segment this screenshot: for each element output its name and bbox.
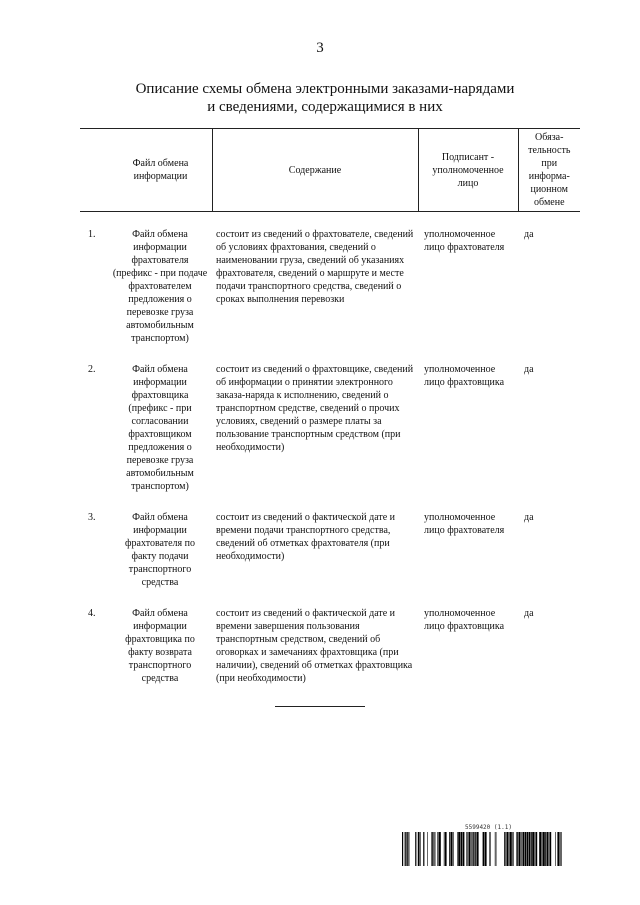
header-mandatory-label: Обяза-тельность при информа-ционном обмене <box>528 132 571 208</box>
row-number: 1. <box>88 229 96 240</box>
end-divider <box>275 706 365 707</box>
page-number: 3 <box>316 40 324 56</box>
header-file <box>80 129 212 212</box>
row-signer: уполномоченное лицо фрахтователя <box>424 512 505 536</box>
table-row <box>80 363 580 511</box>
row-mandatory: да <box>524 364 534 375</box>
barcode-icon <box>402 832 562 866</box>
row-file: Файл обмена информации фрахтовщика (префикс - при согласовании фрахтовщиком предложения о перевозке груза автомобильным транспортом) <box>126 364 194 492</box>
row-content: состоит из сведений о фрахтовщике, сведений об информации о принятии электронного заказа-наряда к исполнению, сведений о транспортном средстве, сведений о прочих условиях, сведений о размере платы за пользование транспортным средством (при необходимости) <box>216 364 414 453</box>
table-header-row <box>80 129 580 212</box>
document-title <box>100 80 550 116</box>
row-mandatory: да <box>524 512 534 523</box>
row-signer: уполномоченное лицо фрахтовщика <box>424 364 505 388</box>
row-number: 3. <box>88 512 96 523</box>
row-content: состоит из сведений о фрахтователе, сведений об условиях фрахтования, сведений о наименовании груза, сведений об указаниях фрахтователя, сведений о маршруте и месте подачи транспортного средства, сведений о сроках выполнения перевозки <box>216 229 414 305</box>
barcode-code: 5599420 (1.1) <box>465 824 512 831</box>
row-file: Файл обмена информации фрахтователя по факту подачи транспортного средства <box>125 512 195 588</box>
row-file: Файл обмена информации фрахтовщика по факту возврата транспортного средства <box>125 608 195 684</box>
row-signer: уполномоченное лицо фрахтователя <box>424 229 505 253</box>
table-row <box>80 228 580 363</box>
header-signer <box>418 129 518 212</box>
row-number: 2. <box>88 364 96 375</box>
row-mandatory: да <box>524 608 534 619</box>
row-number: 4. <box>88 608 96 619</box>
row-content: состоит из сведений о фактической дате и времени подачи транспортного средства, сведений об отметках фрахтователя (при необходимости) <box>216 512 396 562</box>
exchange-scheme-table <box>80 128 580 703</box>
row-signer: уполномоченное лицо фрахтовщика <box>424 608 505 632</box>
table-row <box>80 607 580 703</box>
header-signer-label: Подписант - уполномоченное лицо <box>432 151 504 189</box>
row-mandatory: да <box>524 229 534 240</box>
title-line-2: и сведениями, содержащимися в них <box>207 99 443 115</box>
table-row <box>80 511 580 607</box>
header-mandatory <box>518 129 580 212</box>
title-line-1: Описание схемы обмена электронными заказами-нарядами <box>135 81 515 97</box>
header-content: Содержание <box>212 129 418 212</box>
header-file-label: Файл обмена информации <box>132 158 189 182</box>
row-file: Файл обмена информации фрахтователя (префикс - при подаче фрахтователем предложения о перевозке груза автомобильным транспортом) <box>112 229 208 344</box>
row-content: состоит из сведений о фактической дате и времени завершения пользования транспортным средством, сведений об оговорках и замечаниях фрахтовщика (при наличии), сведений об отметках фрахтовщика (при необходимости) <box>216 608 413 684</box>
